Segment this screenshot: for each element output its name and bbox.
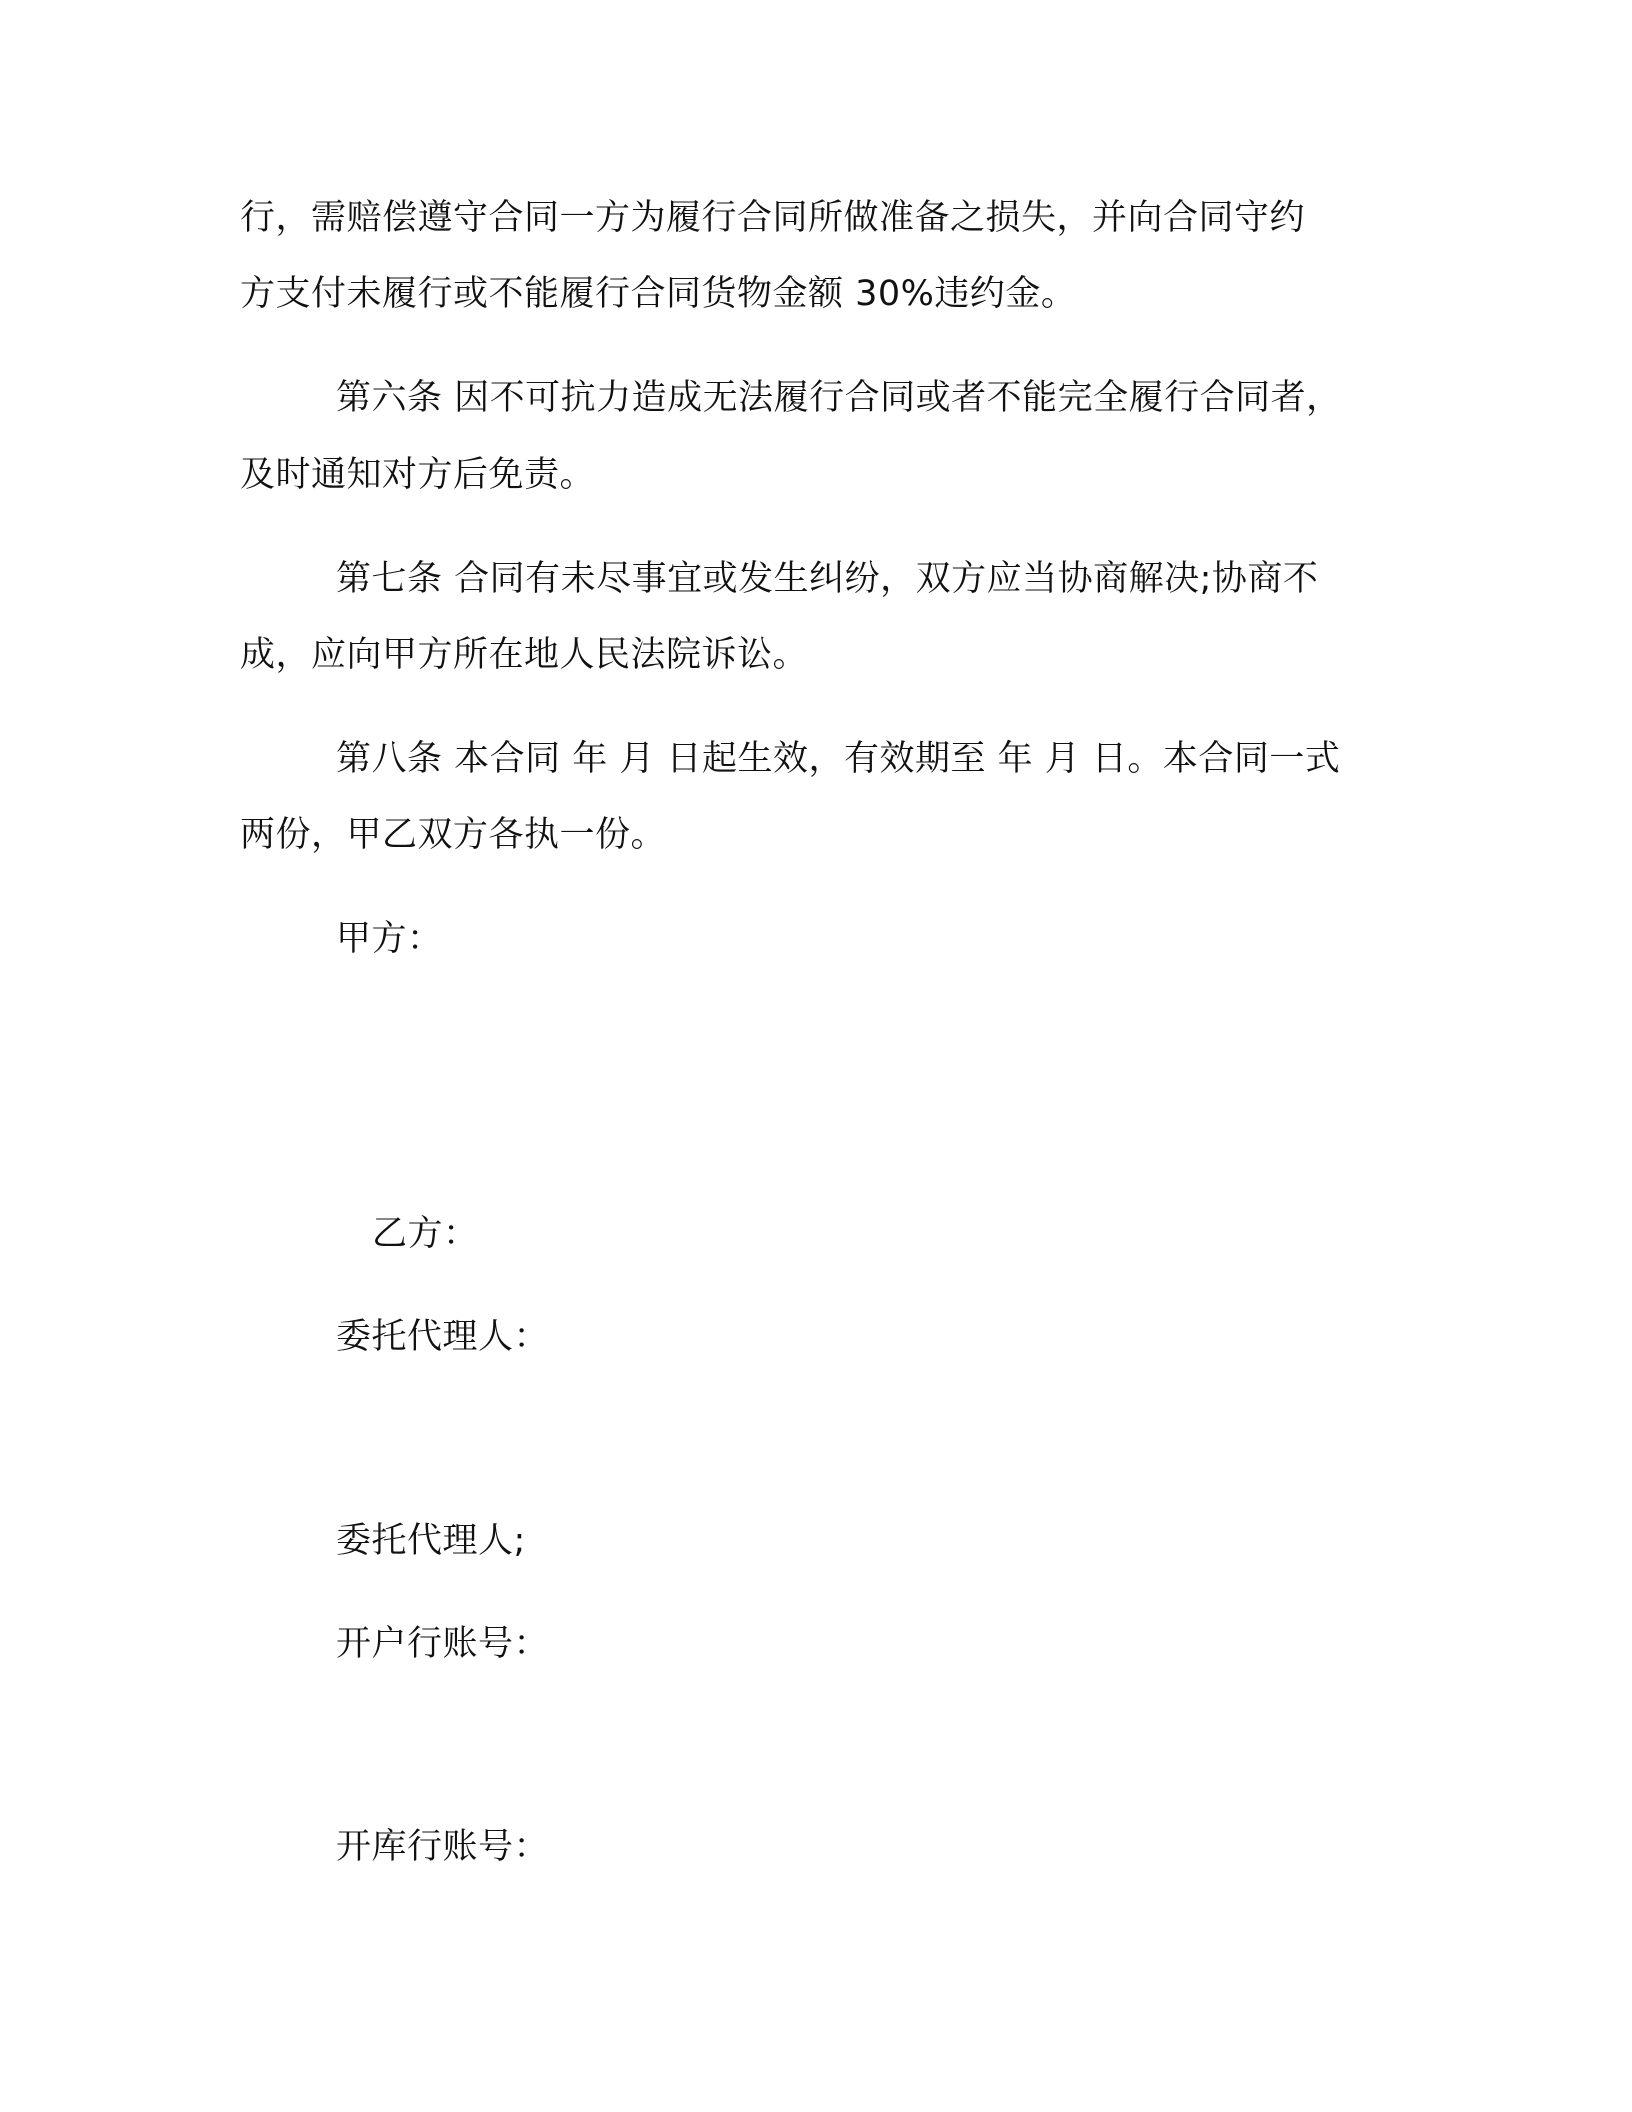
bank-account-label-1: 开户行账号： xyxy=(336,1624,550,1664)
agent-label-1: 委托代理人： xyxy=(336,1317,550,1357)
article-7-line: 成，应向甲方所在地人民法院诉讼。 xyxy=(240,635,809,675)
article-6-line: 第六条 因不可抗力造成无法履行合同或者不能完全履行合同者， xyxy=(336,378,1342,418)
article-8-line: 第八条 本合同 年 月 日起生效，有效期至 年 月 日。本合同一式 xyxy=(336,739,1341,779)
paragraph-line: 行，需赔偿遵守合同一方为履行合同所做准备之损失，并向合同守约 xyxy=(240,198,1306,238)
article-7-line: 第七条 合同有未尽事宜或发生纠纷，双方应当协商解决;协商不 xyxy=(336,559,1319,599)
article-8-line: 两份，甲乙双方各执一份。 xyxy=(240,815,667,855)
party-a-label: 甲方： xyxy=(336,919,443,959)
party-b-label: 乙方： xyxy=(372,1214,479,1254)
bank-account-label-2: 开库行账号： xyxy=(336,1827,550,1867)
agent-label-2: 委托代理人; xyxy=(336,1521,526,1561)
article-6-line: 及时通知对方后免责。 xyxy=(240,455,596,495)
paragraph-line: 方支付未履行或不能履行合同货物金额 30%违约金。 xyxy=(240,274,1077,314)
